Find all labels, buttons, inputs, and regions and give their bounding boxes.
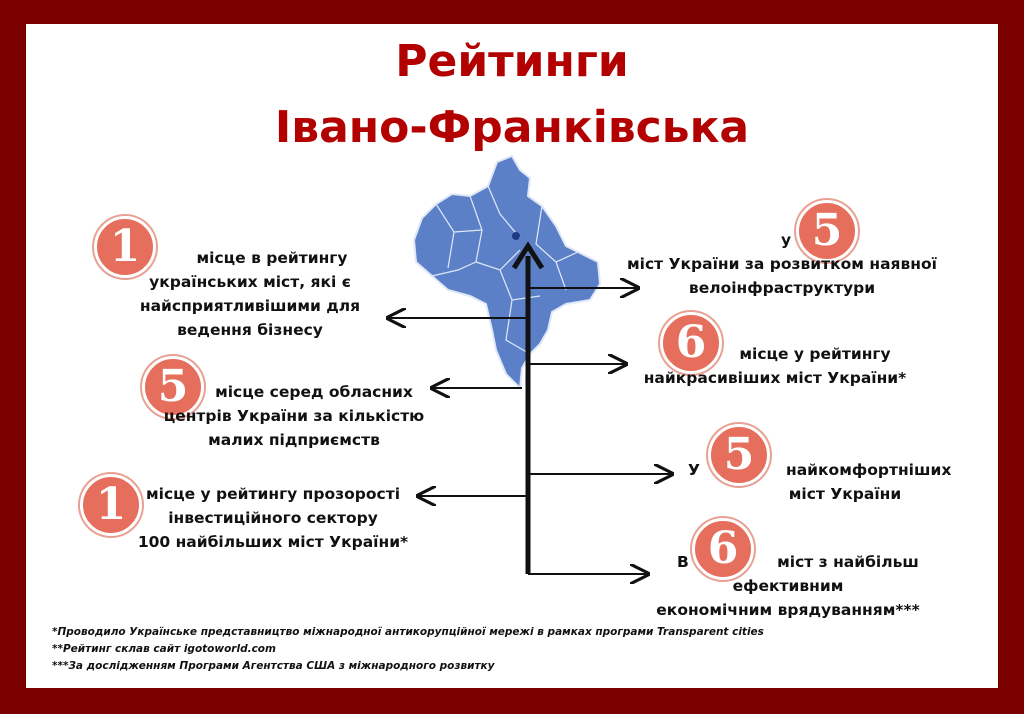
text-line: найкрасивіших міст України* [643,369,907,387]
text-line: місце серед обласних [215,383,413,401]
rank-badge-right-1: 5 [796,200,858,262]
text-line: велоінфраструктури [688,279,876,297]
footnote-3: ***За дослідженням Програми Агентства США з міжнародного розвитку [52,660,495,672]
prefix-right-3: У [688,461,700,479]
rank-text-right-1 [620,252,944,300]
rank-text-right-2 [632,342,918,390]
page-title-line2: Івано-Франківська [274,102,750,153]
region-map [414,156,600,388]
text-line: інвестиційного сектору [168,509,378,527]
text-line: найсприятливішими для [139,297,361,315]
footnote-2: **Рейтинг склав сайт igotoworld.com [52,643,276,655]
text-line: місце у рейтингу [739,345,891,363]
page-title-line1: Рейтинги [395,36,629,87]
rank-text-right-4 [640,550,936,622]
prefix-right-4: В [677,553,689,571]
text-line: ефективним [732,577,844,595]
rank-badge-right-4: 6 [692,518,754,580]
text-line: міст України за розвитком наявної [627,255,937,273]
text-line: ведення бізнесу [177,321,323,339]
rank-badge-right-2: 6 [660,312,722,374]
text-line: місце у рейтингу прозорості [145,485,401,503]
rank-badge-left-2: 5 [142,356,204,418]
text-line: міст України [788,485,902,503]
text-line: економічним врядуванням*** [656,601,920,619]
text-line: малих підприємств [208,431,380,449]
prefix-right-1: у [781,231,792,249]
text-line: центрів України за кількістю [163,407,425,425]
text-line: міст з найбільш [777,553,919,571]
text-line: місце в рейтингу [196,249,348,267]
rank-badge-left-1: 1 [94,216,156,278]
rank-text-left-2 [150,380,438,452]
text-line: 100 найбільших міст України* [137,533,409,551]
rank-badge-right-3: 5 [708,424,770,486]
text-line: українських міст, які є [149,273,351,291]
text-line: найкомфортніших [786,461,952,479]
rank-text-left-1 [114,246,386,342]
rank-badge-left-3: 1 [80,474,142,536]
rank-text-left-3 [128,482,418,554]
rank-text-right-3 [740,458,950,506]
footnote-1: *Проводило Українське представництво міжнародної антикорупційної мережі в рамках програми Transparent cities [52,626,764,638]
